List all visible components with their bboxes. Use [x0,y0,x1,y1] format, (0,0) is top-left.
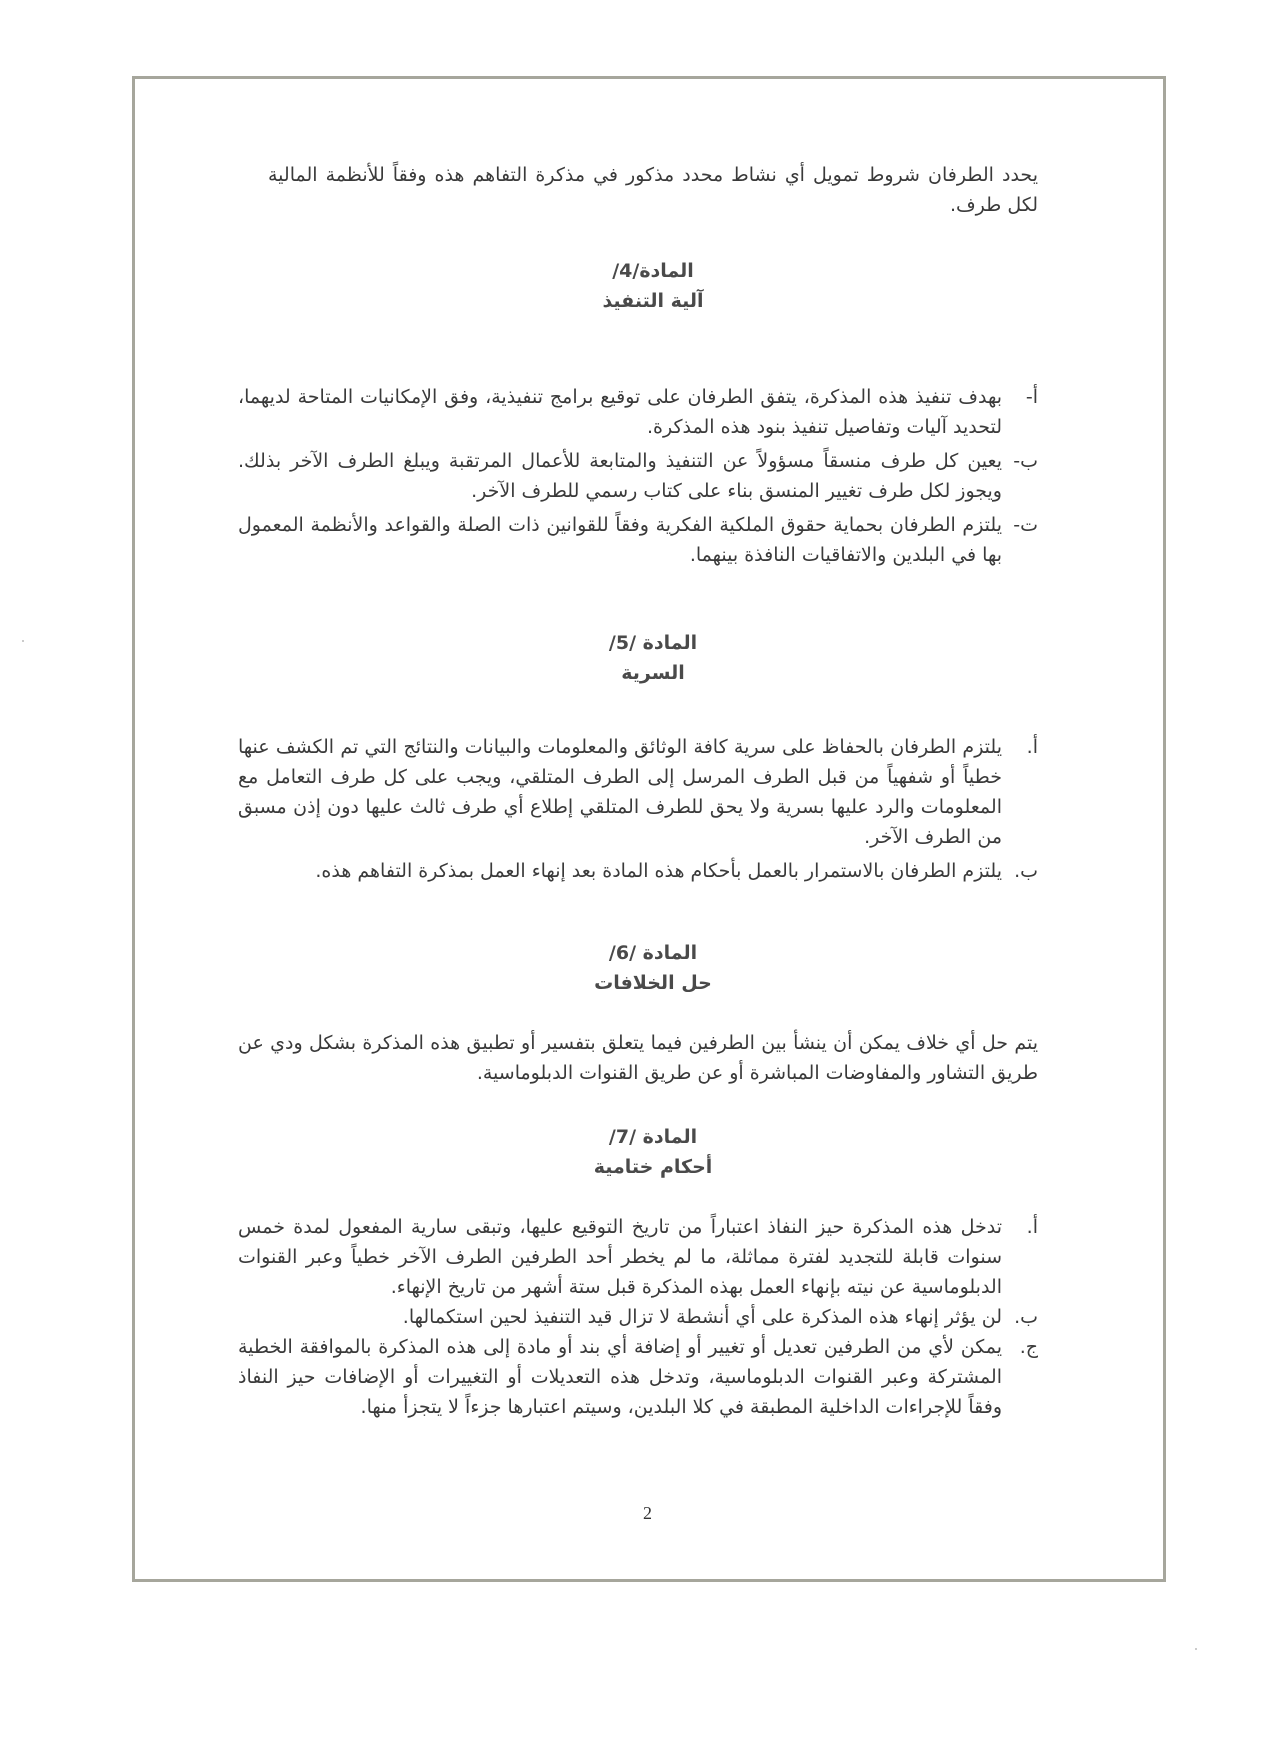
clause-text: يلتزم الطرفان بحماية حقوق الملكية الفكرية وفقاً للقوانين ذات الصلة والقواعد والأنظمة المعمول بها في البلدين والاتفاقيات النافذة بينهما. [238,514,1002,566]
clause-item [238,510,1038,570]
article-6-number: المادة /6/ [608,942,698,964]
clause-item [238,1212,1038,1302]
clause-marker: ب- [1013,450,1038,472]
article-5-heading [268,628,1038,688]
clause-item [238,1332,1038,1422]
clause-item [238,732,1038,852]
article-4-clauses [238,382,1038,574]
clause-text: تدخل هذه المذكرة حيز النفاذ اعتباراً من تاريخ التوقيع عليها، وتبقى سارية المفعول لمدة خمس سنوات قابلة للتجديد لفترة مماثلة، ما لم يخطر أحد الطرفين الطرف الآخر خطياً وعبر القنوات الدبلوماسية عن نيته بإنهاء العمل بهذه المذكرة قبل ستة أشهر من تاريخ الإنهاء. [238,1216,1002,1298]
article-4-title: آلية التنفيذ [602,290,704,312]
article-4-heading [268,256,1038,316]
article-6-title: حل الخلافات [594,972,712,994]
clause-marker: ب. [1014,860,1038,882]
page-number: 2 [643,1503,652,1523]
clause-marker: أ- [1025,386,1038,408]
clause-item [238,1302,1038,1332]
article-7-clauses [238,1212,1038,1422]
clause-text: يلتزم الطرفان بالاستمرار بالعمل بأحكام هذه المادة بعد إنهاء العمل بمذكرة التفاهم هذه. [315,860,1002,882]
article-6-paragraph: يتم حل أي خلاف يمكن أن ينشأ بين الطرفين فيما يتعلق بتفسير أو تطبيق هذه المذكرة بشكل ودي عن طريق التشاور والمفاوضات المباشرة أو عن طريق القنوات الدبلوماسية. [238,1032,1038,1084]
clause-text: يعين كل طرف منسقاً مسؤولاً عن التنفيذ والمتابعة للأعمال المرتقبة ويبلغ الطرف الآخر بذلك. ويجوز لكل طرف تغيير المنسق بناء على كتاب رسمي للطرف الآخر. [238,450,1002,502]
article-5-number: المادة /5/ [608,632,698,654]
clause-item [238,446,1038,506]
article-5-clauses [238,732,1038,890]
article-7-number: المادة /7/ [608,1126,698,1148]
clause-text: يمكن لأي من الطرفين تعديل أو تغيير أو إضافة أي بند أو مادة إلى هذه المذكرة بالموافقة الخطية المشتركة وعبر القنوات الدبلوماسية، وتدخل هذه التعديلات أو التغييرات أو الإضافات حيز النفاذ وفقاً للإجراءات الداخلية المطبقة في كلا البلدين، وسيتم اعتبارها جزءاً لا يتجزأ منها. [238,1336,1002,1418]
intro-paragraph: يحدد الطرفان شروط تمويل أي نشاط محدد مذكور في مذكرة التفاهم هذه وفقاً للأنظمة المالية لكل طرف. [268,164,1038,216]
article-7-title: أحكام ختامية [593,1156,713,1178]
clause-text: بهدف تنفيذ هذه المذكرة، يتفق الطرفان على توقيع برامج تنفيذية، وفق الإمكانيات المتاحة لديهما، لتحديد آليات وتفاصيل تنفيذ بنود هذه المذكرة. [238,386,1002,438]
clause-marker: ب. [1014,1306,1038,1328]
clause-text: يلتزم الطرفان بالحفاظ على سرية كافة الوثائق والمعلومات والبيانات والنتائج التي تم الكشف عنها خطياً أو شفهياً من قبل الطرف المرسل إلى الطرف المتلقي، ويجب على كل طرف التعامل مع المعلومات والرد عليها بسرية ولا يحق للطرف المتلقي إطلاع أي طرف ثالث عليها دون إذن مسبق من الطرف الآخر. [238,736,1002,848]
clause-item [238,856,1038,886]
clause-marker: أ. [1026,1216,1038,1238]
clause-item [238,382,1038,442]
article-7-heading [268,1122,1038,1182]
clause-text: لن يؤثر إنهاء هذه المذكرة على أي أنشطة لا تزال قيد التنفيذ لحين استكمالها. [402,1306,1002,1328]
clause-marker: أ. [1026,736,1038,758]
clause-marker: ت- [1013,514,1038,536]
article-5-title: السرية [621,662,685,684]
clause-marker: ج. [1019,1336,1038,1358]
article-4-number: المادة/4/ [612,260,694,282]
article-6-heading [268,938,1038,998]
scan-speck [1195,1648,1197,1650]
scan-speck [22,640,24,642]
